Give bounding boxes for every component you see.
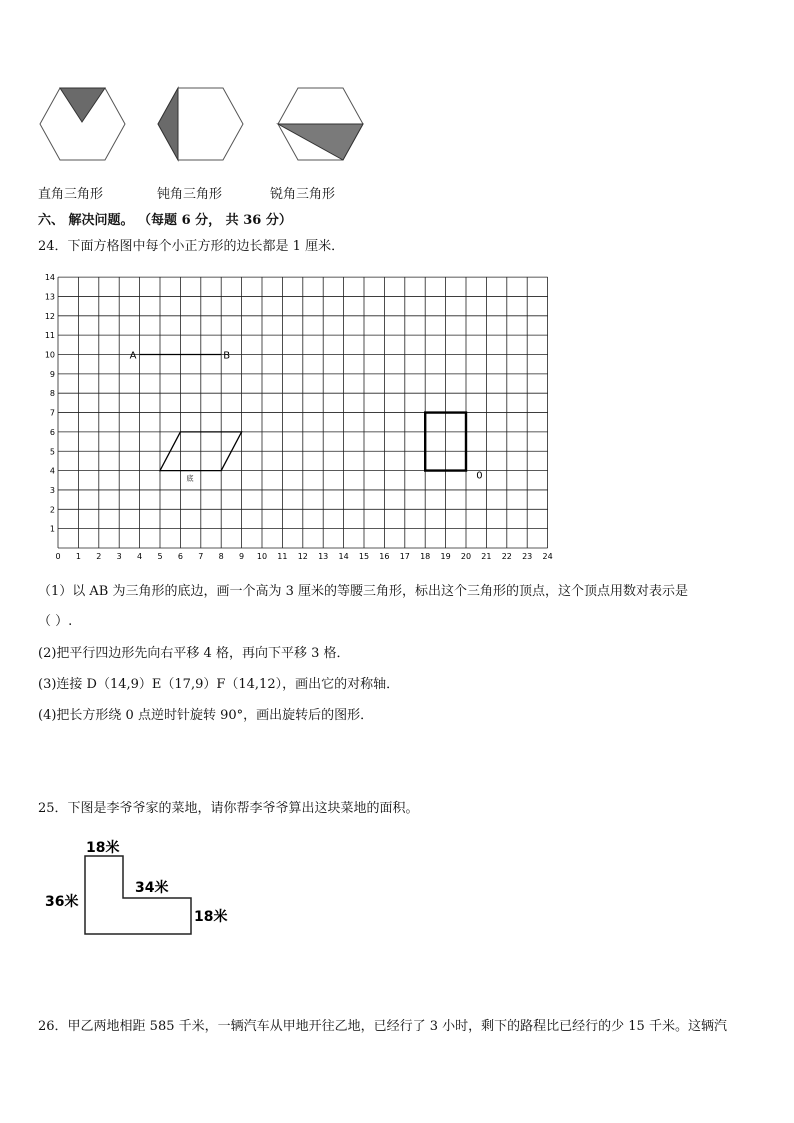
x-tick-label: 8: [218, 552, 224, 561]
y-tick-label: 4: [49, 466, 55, 476]
q26-stem: 26．甲乙两地相距 585 千米，一辆汽车从甲地开往乙地，已经行了 3 小时，剩下的路程比已经行的少 15 千米。这辆汽: [38, 1019, 727, 1034]
label-acute-triangle: 锐角三角形: [270, 187, 336, 202]
y-tick-label: 10: [44, 350, 55, 360]
section-heading: 六、 解决问题。 （每题 6 分， 共 36 分）: [38, 213, 292, 228]
rectangle-point-label: 0: [476, 470, 483, 482]
x-tick-label: 15: [358, 552, 370, 561]
hexagon-right-triangle: [40, 88, 125, 160]
y-tick-label: 6: [49, 427, 55, 437]
x-tick-label: 3: [116, 552, 122, 561]
q25-stem: 25．下图是李爷爷家的菜地，请你帮李爷爷算出这块菜地的面积。: [38, 801, 419, 816]
y-tick-label: 13: [44, 292, 55, 302]
q24-sub3: (3)连接 D（14,9）E（17,9）F（14,12），画出它的对称轴．: [38, 677, 400, 692]
x-tick-label: 24: [542, 552, 553, 561]
x-tick-label: 6: [177, 552, 183, 561]
y-tick-label: 14: [44, 273, 55, 283]
y-tick-label: 8: [49, 389, 55, 399]
x-tick-label: 0: [55, 552, 61, 561]
x-tick-label: 19: [440, 552, 451, 561]
point-a-label: A: [129, 350, 137, 362]
hexagon-figures: [30, 82, 370, 166]
y-tick-label: 12: [44, 311, 55, 321]
label-right-triangle: 直角三角形: [38, 187, 104, 202]
x-tick-label: 23: [522, 552, 533, 561]
x-tick-label: 7: [198, 552, 204, 561]
garden-label-top: 18米: [86, 840, 120, 856]
x-tick-label: 14: [338, 552, 349, 561]
garden-label-left: 36米: [45, 894, 79, 910]
y-tick-label: 7: [49, 408, 55, 418]
hexagon-acute-triangle: [278, 88, 363, 160]
y-tick-label: 11: [44, 331, 55, 341]
x-tick-label: 12: [297, 552, 308, 561]
q24-sub2: (2)把平行四边形先向右平移 4 格，再向下平移 3 格．: [38, 646, 350, 661]
x-tick-label: 22: [501, 552, 512, 561]
label-obtuse-triangle: 钝角三角形: [157, 187, 223, 202]
q24-sub4: (4)把长方形绕 0 点逆时针旋转 90°，画出旋转后的图形．: [38, 708, 374, 723]
hexagon-obtuse-triangle: [158, 88, 243, 160]
garden-figure: [40, 836, 240, 942]
y-tick-label: 5: [49, 447, 55, 457]
y-tick-label: 1: [49, 524, 55, 534]
parallelogram-base-label: 底: [186, 474, 194, 483]
x-tick-label: 21: [481, 552, 492, 561]
y-tick-label: 9: [49, 369, 55, 379]
x-tick-label: 4: [137, 552, 143, 561]
q24-stem: 24．下面方格图中每个小正方形的边长都是 1 厘米．: [38, 239, 345, 254]
coordinate-grid: [30, 272, 560, 568]
y-tick-label: 2: [49, 505, 55, 515]
x-tick-label: 1: [75, 552, 81, 561]
y-tick-label: 3: [49, 485, 55, 495]
x-tick-label: 9: [239, 552, 245, 561]
x-tick-label: 10: [256, 552, 268, 561]
x-tick-label: 13: [318, 552, 329, 561]
x-tick-label: 11: [277, 552, 288, 561]
x-tick-label: 17: [399, 552, 410, 561]
point-b-label: B: [223, 350, 231, 362]
shaded-triangle-obtuse: [158, 88, 178, 160]
x-tick-label: 18: [420, 552, 431, 561]
x-tick-label: 16: [379, 552, 390, 561]
garden-label-middle: 34米: [135, 880, 169, 896]
q24-sub1-line1: （1）以 AB 为三角形的底边，画一个高为 3 厘米的等腰三角形，标出这个三角形的顶点，这个顶点用数对表示是: [38, 584, 689, 599]
garden-label-right: 18米: [194, 909, 228, 925]
x-tick-label: 2: [96, 552, 102, 561]
x-tick-label: 5: [157, 552, 163, 561]
q24-sub1-line2: （ ）.: [38, 614, 73, 629]
x-tick-label: 20: [460, 552, 472, 561]
